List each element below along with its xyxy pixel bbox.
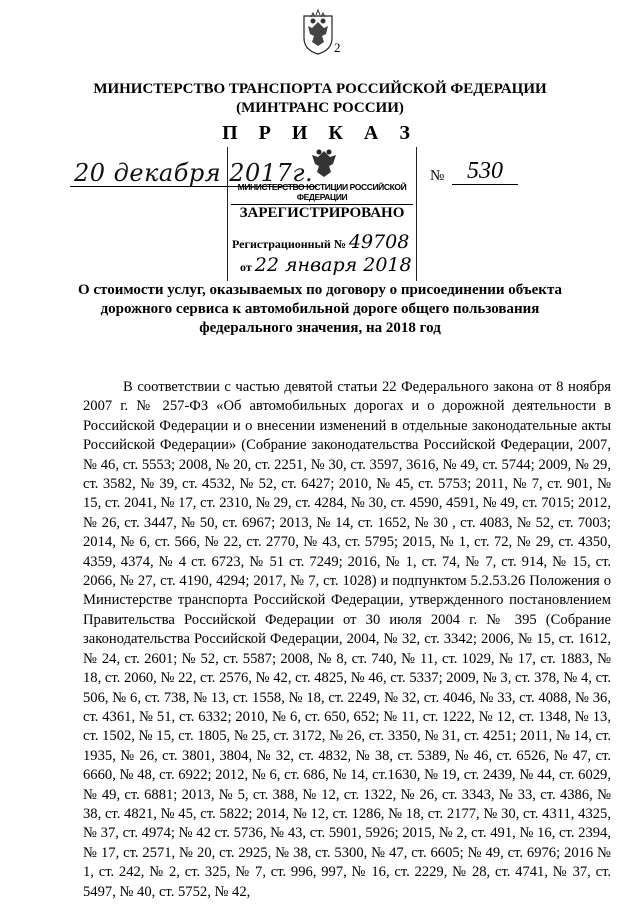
registration-stamp: [227, 147, 417, 281]
page-number: 2: [334, 40, 341, 55]
document-title: О стоимости услуг, оказываемых по договору о присоединении объекта дорожного сервиса к автомобильной дороге общего пользования федерального значения, на 2018 год: [77, 282, 562, 336]
stamp-reg-label: Регистрационный №: [232, 237, 346, 251]
document-type: П Р И К А З: [222, 122, 418, 144]
stamp-from-label: от: [240, 260, 252, 274]
stamp-reg-number: 49708: [348, 231, 410, 253]
order-date: 20 декабря 2017г.: [70, 160, 317, 187]
document-body: [83, 378, 611, 902]
order-number-label: №: [430, 168, 445, 184]
stamp-date-line: [240, 254, 412, 276]
russian-coat-of-arms-icon: [306, 147, 342, 179]
stamp-from-date: 22 января 2018: [254, 254, 412, 276]
stamp-registered: ЗАРЕГИСТРИРОВАНО: [239, 205, 405, 221]
ministry-header: [0, 80, 640, 118]
stamp-reg-line: [232, 231, 409, 253]
order-number: 530: [452, 158, 518, 185]
stamp-ministry: МИНИСТЕРСТВО ЮСТИЦИИ РОССИЙСКОЙ ФЕДЕРАЦИИ: [228, 182, 416, 205]
ministry-short-name: (МИНТРАНС РОССИИ): [236, 100, 404, 116]
body-paragraph: В соответствии с частью девятой статьи 22 Федерального закона от 8 ноября 2007 г. № 257-ФЗ «Об автомобильных дорогах и о дорожной деятельности в Российской Федерации и о внесении изменений в отдельные законодательные акты Российской Федерации» (Собрание законодательства Российской Федерации, 2007, № 46, ст. 5553; 2008, № 20, ст. 2251, № 30, ст. 3597, 3616, № 49, ст. 5744; 2009, № 29, ст. 3582, № 39, ст. 4532, № 52, ст. 6427; 2010, № 45, ст. 5753; 2011, № 7, ст. 901, № 15, ст. 2041, № 17, ст. 2310, № 29, ст. 4284, № 30, ст. 4590, 4591, № 49, ст. 7015; 2012, № 26, ст. 3447, № 50, ст. 6967; 2013, № 14, ст. 1652, № 30 , ст. 4083, № 52, ст. 7003; 2014, № 6, ст. 566, № 22, ст. 2770, № 43, ст. 5795; 2015, № 1, ст. 72, № 29, ст. 4350, 4359, 4374, № 4 ст. 6723, № 51 ст. 7249; 2016, № 1, ст. 74, № 7, ст. 914, № 15, ст. 2066, № 27, ст. 4190, 4294; 2017, № 7, ст. 1028) и подпунктом 5.2.53.26 Положения о Министерстве транспорта Российской Федерации, утвержденного постановлением Правительства Российской Федерации от 30 июля 2004 г. № 395 (Собрание законодательства Российской Федерации, 2004, № 32, ст. 3342; 2006, № 15, ст. 1612, № 24, ст. 2601; № 52, ст. 5587; 2008, № 8, ст. 740, № 11, ст. 1029, № 17, ст. 1883, № 18, ст. 2060, № 22, ст. 2576, № 42, ст. 4825, № 46, ст. 5337; 2009, № 3, ст. 378, № 4, ст. 506, № 6, ст. 738, № 13, ст. 1558, № 18, ст. 2249, № 32, ст. 4046, № 33, ст. 4088, № 36, ст. 4361, № 51, ст. 6332; 2010, № 6, ст. 650, 652; № 11, ст. 1222, № 12, ст. 1348, № 13, ст. 1502, № 15, ст. 1805, № 25, ст. 3172, № 26, ст. 3350, № 31, ст. 4251; 2011, № 14, ст. 1935, № 26, ст. 3801, 3804, № 32, ст. 4832, № 38, ст. 5389, № 46, ст. 6526, № 47, ст. 6660, № 48, ст. 6922; 2012, № 6, ст. 686, № 14, ст.1630, № 19, ст. 2439, № 44, ст. 6029, № 49, ст. 6881; 2013, № 5, ст. 388, № 12, ст. 1322, № 26, ст. 3343, № 33, ст. 4386, № 38, ст. 4821, № 45, ст. 5822; 2014, № 12, ст. 1286, № 18, ст. 2177, № 30, ст. 4311, 4325, № 37, ст. 4974; № 42 ст. 5736, № 43, ст. 5901, 5926; 2015, № 2, ст. 491, № 16, ст. 2394, № 17, ст. 2571, № 20, ст. 2925, № 38, ст. 5300, № 47, ст. 6605; № 49, ст. 6976; 2016 № 1, ст. 242, № 2, ст. 325, № 7, ст. 996, 997, № 16, ст. 2229, № 28, ст. 4741, № 37, ст. 5497, № 40, ст. 5752, № 42,: [83, 379, 611, 900]
russian-coat-of-arms-icon: [298, 8, 338, 56]
ministry-name: МИНИСТЕРСТВО ТРАНСПОРТА РОССИЙСКОЙ ФЕДЕРАЦИИ: [93, 81, 547, 97]
